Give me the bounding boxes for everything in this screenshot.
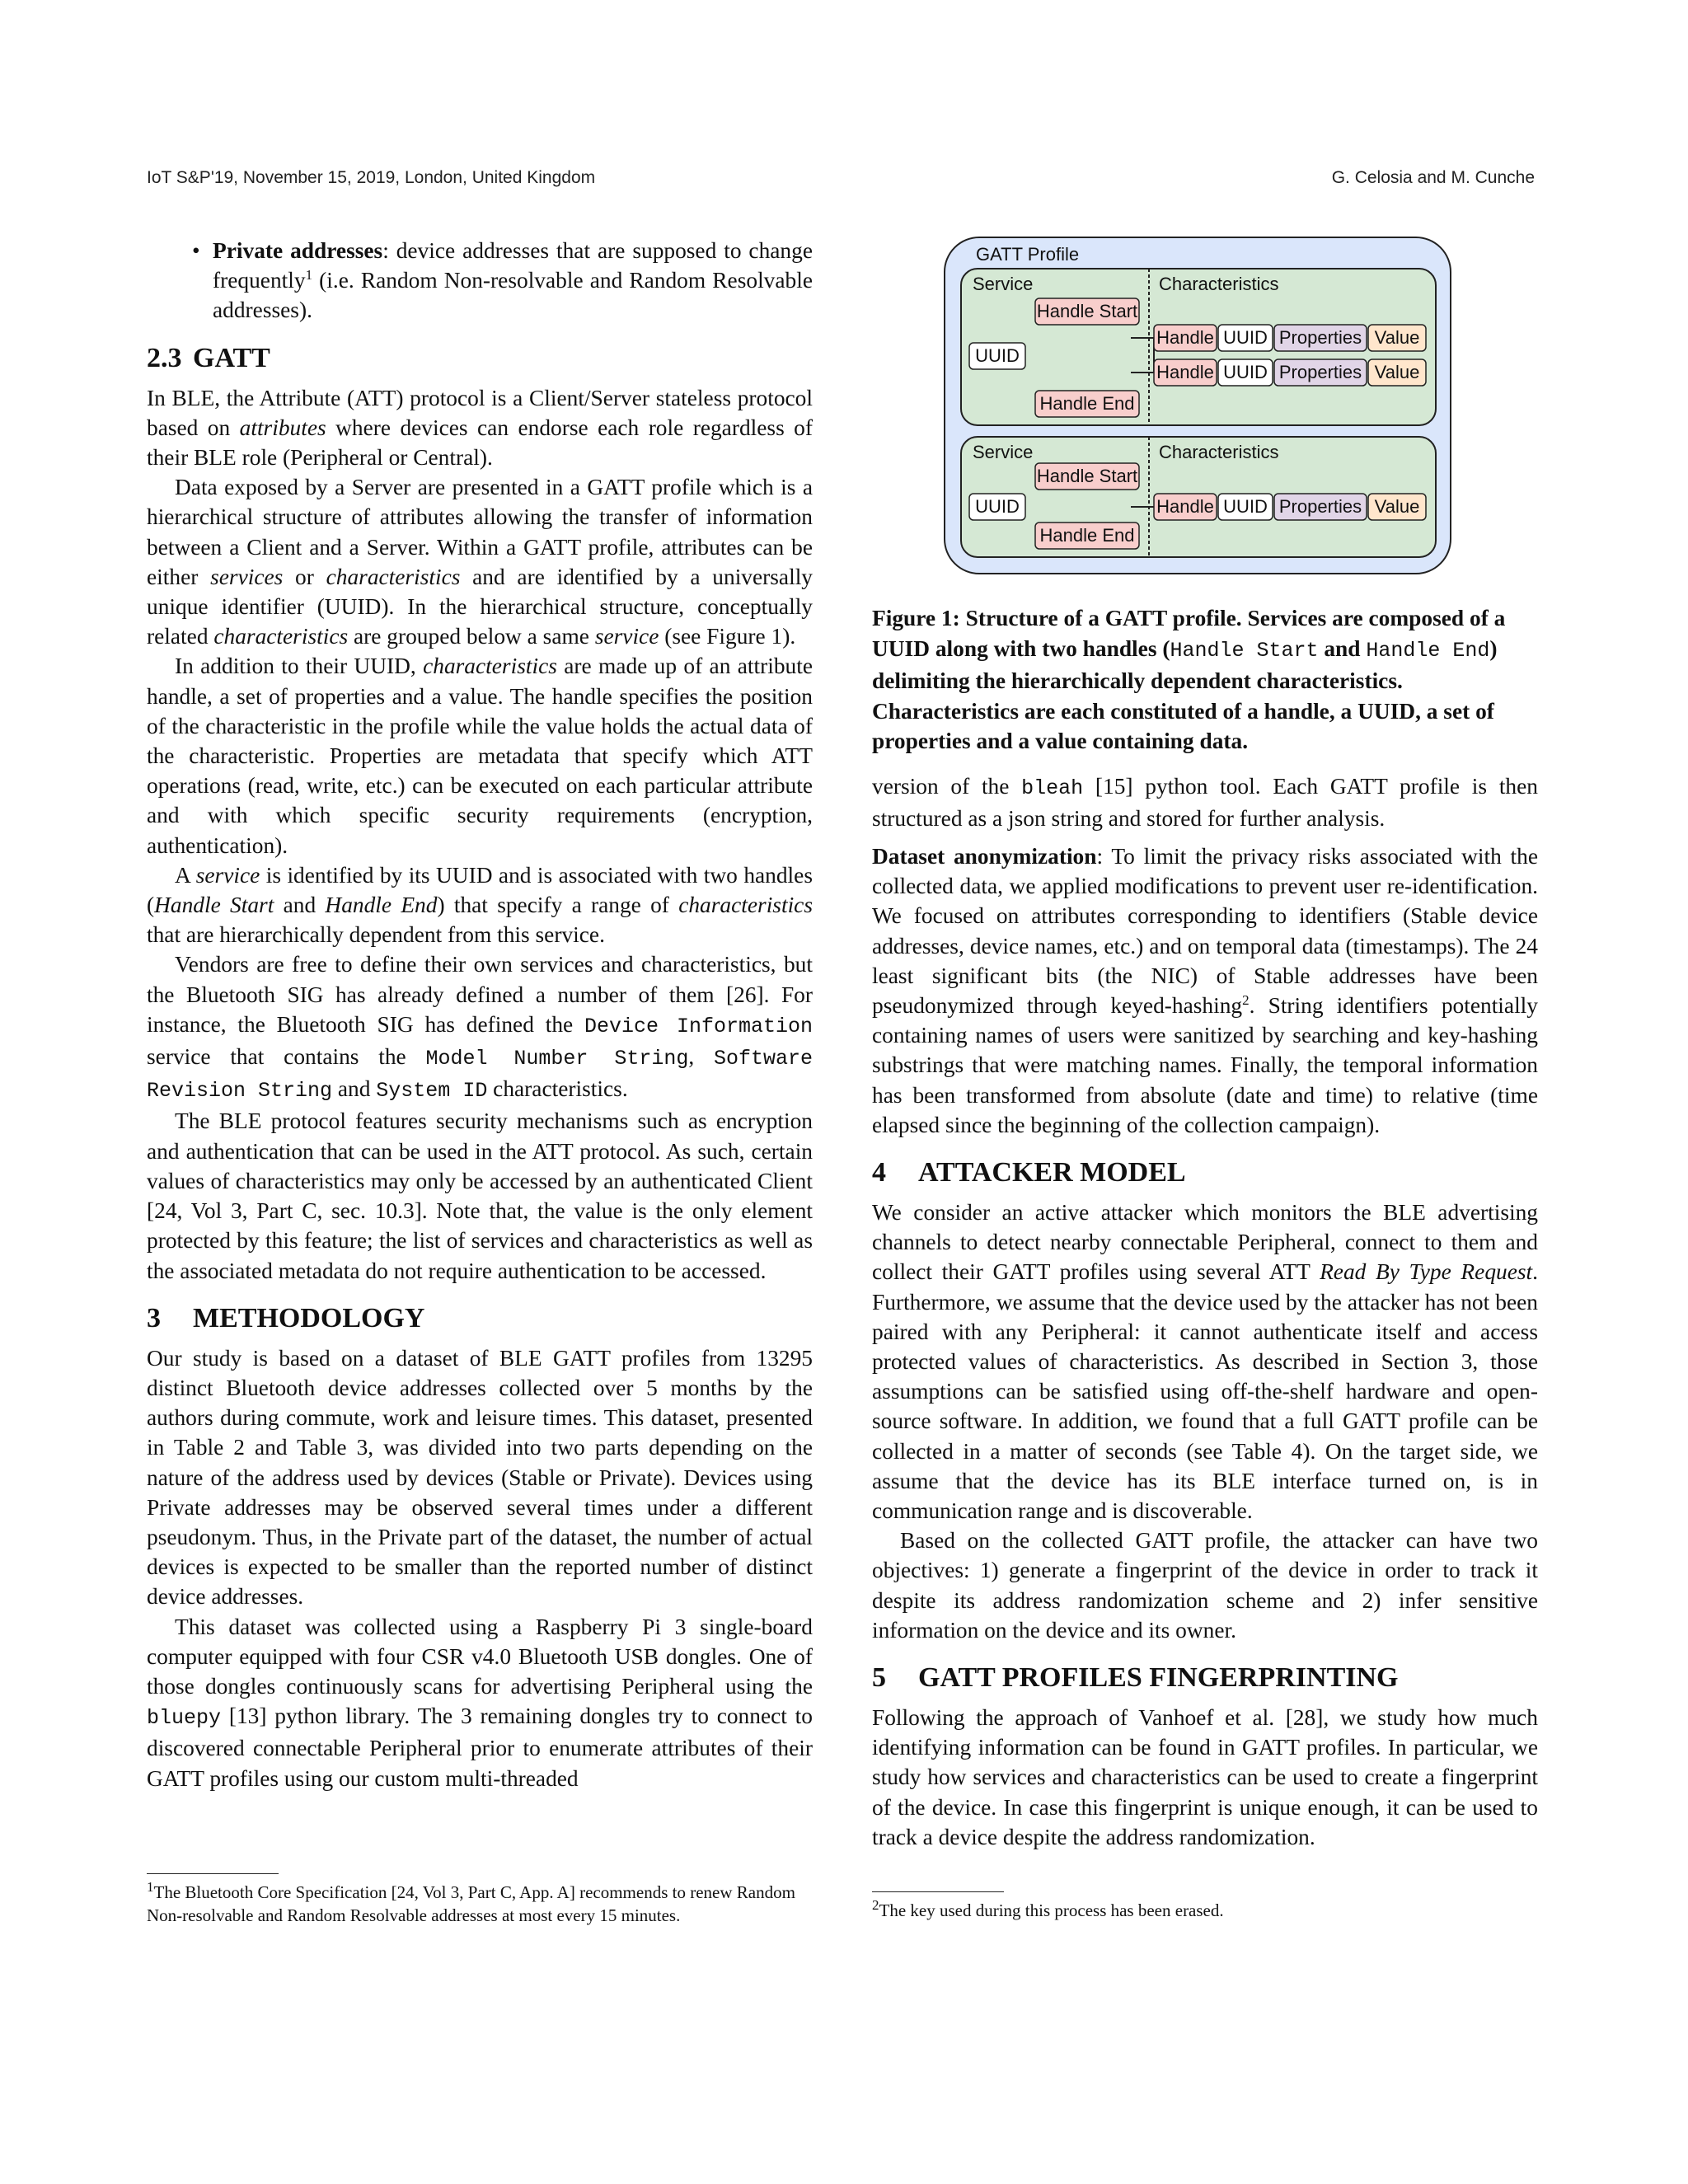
profile-label: GATT Profile [976, 244, 1080, 265]
paragraph: version of the bleah [15] python tool. Each GATT profile is then structured as a json string and stored for further analysis. [872, 773, 1538, 831]
svg-text:Properties: Properties [1278, 496, 1362, 517]
svg-text:Value: Value [1374, 496, 1420, 517]
paragraph: Following the approach of Vanhoef et al. [28], we study how much identifying information can be found in GATT profiles. In particular, we study how services and characteristics can be used to create a fingerprint of the device. In case this fingerprint is unique enough, it can be used to track a device despite the address randomization. [872, 1704, 1538, 1849]
svg-text:Handle: Handle [1156, 327, 1214, 348]
bullet-private-addresses: • Private addresses: device addresses that are supposed to change frequently$^1$ (i.e. Random Non-resolvable and Random Resolvable addresses). [147, 236, 813, 326]
characteristic-row-1 [1154, 325, 1426, 351]
footnote-rule [147, 1873, 279, 1874]
svg-text:Handle Start: Handle Start [1036, 301, 1138, 321]
characteristic-row-3 [1154, 494, 1426, 520]
gatt-profile-figure [943, 236, 1452, 575]
footnote-mark: 1 [305, 267, 313, 284]
figure-caption: Figure 1: Structure of a GATT profile. Services are composed of a UUID along with two handles (Handle Start and Handle End) delimiting the hierarchically dependent characteristics. Characteristics are each constituted of a handle, a UUID, a set of properties and a value containing data. [872, 606, 1506, 753]
svg-text:Value: Value [1374, 362, 1420, 382]
footnote-2: $^2$The key used during this process has been erased. [872, 1891, 1538, 1922]
service-label: Service [973, 442, 1034, 462]
svg-text:Handle: Handle [1156, 362, 1214, 382]
footnote-1: $^1$The Bluetooth Core Specification [24, Vol 3, Part C, App. A] recommends to renew Random Non-resolvable and Random Resolvable addresses at most every 15 minutes. [147, 1873, 813, 1927]
paragraph: In addition to their UUID, characteristics are made up of an attribute handle, a set of properties and a value. The handle specifies the position of the characteristic in the profile while the value holds the actual data of the characteristic. Properties are metadata that specify which ATT operations (read, write, etc.) can be executed on each particular attribute and with which specific security requirements (encryption, authentication). [147, 654, 813, 858]
section-heading-3: 3 METHODOLOGY [147, 1302, 425, 1333]
section-heading-5: 5 GATT PROFILES FINGERPRINTING [872, 1661, 1399, 1693]
svg-text:UUID: UUID [1223, 327, 1268, 348]
svg-text:Handle: Handle [1156, 496, 1214, 517]
footnote-rule [872, 1891, 1004, 1892]
paragraph: Vendors are free to define their own services and characteristics, but the Bluetooth SIG has already defined a number of them [26]. For instance, the Bluetooth SIG has defined the Device Information service that contains the Model Number String, Software Revision String and System ID characteristics. [147, 952, 814, 1104]
service-label: Service [973, 274, 1034, 294]
svg-text:Handle End: Handle End [1039, 393, 1135, 414]
section-heading-2-3: 2.3 GATT [147, 342, 270, 373]
svg-text:UUID: UUID [975, 345, 1020, 366]
section-heading-4: 4 ATTACKER MODEL [872, 1156, 1186, 1188]
bullet-icon: • [192, 238, 200, 263]
characteristics-label: Characteristics [1159, 442, 1279, 462]
svg-text:UUID: UUID [975, 496, 1020, 517]
paragraph: Based on the collected GATT profile, the attacker can have two objectives: 1) generate a fingerprint of the device in order to track it despite its address randomization scheme and 2) infer sensitive information on the device and its owner. [872, 1528, 1538, 1643]
paragraph: We consider an active attacker which monitors the BLE advertising channels to detect nearby connectable Peripheral, connect to them and collect their GATT profiles using several ATT Read By Type Request. Furthermore, we assume that the device used by the attacker has not been paired with any Peripheral: it cannot authenticate itself and access protected values of characteristics. As described in Section 3, those assumptions can be satisfied using off-the-shelf hardware and open-source software. In addition, we found that a full GATT profile can be collected in a matter of seconds (see Table 4). On the target side, we assume that the device has its BLE interface turned on, is in communication range and is discoverable. [872, 1199, 1538, 1523]
paragraph: Our study is based on a dataset of BLE GATT profiles from 13295 distinct Bluetooth device addresses collected over 5 months by the authors during commute, work and leisure times. This dataset, presented in Table 2 and Table 3, was divided into two parts depending on the nature of the address used by devices (Stable or Private). Devices using Private addresses may be observed several times under a different pseudonym. Thus, in the Private part of the dataset, the number of actual devices is expected to be smaller than the reported number of distinct device addresses. [147, 1345, 813, 1610]
svg-text:Handle End: Handle End [1039, 525, 1135, 546]
svg-text:Properties: Properties [1278, 362, 1362, 382]
running-header-left: IoT S&P'19, November 15, 2019, London, United Kingdom [147, 168, 596, 187]
svg-text:UUID: UUID [1223, 496, 1268, 517]
paragraph: The BLE protocol features security mechanisms such as encryption and authentication that can be used in the ATT protocol. As such, certain values of characteristics may only be accessed by an authenticated Client [24, Vol 3, Part C, sec. 10.3]. Note that, the value is the only element protected by this feature; the list of services and characteristics as well as the associated metadata do not require authentication to be accessed. [147, 1108, 813, 1283]
characteristics-label: Characteristics [1159, 274, 1279, 294]
running-header-right: G. Celosia and M. Cunche [1331, 168, 1535, 187]
paragraph: Dataset anonymization: To limit the privacy risks associated with the collected data, we applied modifications to prevent user re-identification. We focused on attributes corresponding to identifiers (Stable device addresses, device names, etc.) and on temporal data (timestamps). The 24 least significant bits (the NIC) of Stable addresses have been pseudonymized through keyed-hashing$^2$. String identifiers potentially containing names of users were sanitized by searching and key-hashing substrings that were matching names. Finally, the temporal information has been transformed from absolute (date and time) to relative (time elapsed since the beginning of the collection campaign). [872, 843, 1538, 1137]
right-column [872, 603, 1538, 1852]
left-column [147, 236, 813, 1793]
paragraph: Data exposed by a Server are presented in a GATT profile which is a hierarchical structure of attributes allowing the transfer of information between a Client and a Server. Within a GATT profile, attributes can be either services or characteristics and are identified by a universally unique identifier (UUID). In the hierarchical structure, conceptually related characteristics are grouped below a same service (see Figure 1). [147, 475, 814, 649]
svg-text:UUID: UUID [1223, 362, 1268, 382]
footnote-mark: 2 [1242, 991, 1250, 1008]
paragraph: In BLE, the Attribute (ATT) protocol is a Client/Server stateless protocol based on attributes where devices can endorse each role regardless of their BLE role (Peripheral or Central). [147, 385, 813, 471]
paragraph: This dataset was collected using a Raspberry Pi 3 single-board computer equipped with four CSR v4.0 Bluetooth USB dongles. One of those dongles continuously scans for advertising Peripheral using the bluepy [13] python library. The 3 remaining dongles try to connect to discovered connectable Peripheral prior to enumerate attributes of their GATT profiles using our custom multi-threaded [147, 1614, 813, 1791]
svg-text:Value: Value [1374, 327, 1420, 348]
svg-text:Handle Start: Handle Start [1036, 466, 1138, 486]
svg-text:Properties: Properties [1278, 327, 1362, 348]
paragraph: A service is identified by its UUID and is associated with two handles (Handle Start and Handle End) that specify a range of characteristics that are hierarchically dependent from this service. [147, 862, 813, 948]
characteristic-row-2 [1154, 359, 1426, 386]
